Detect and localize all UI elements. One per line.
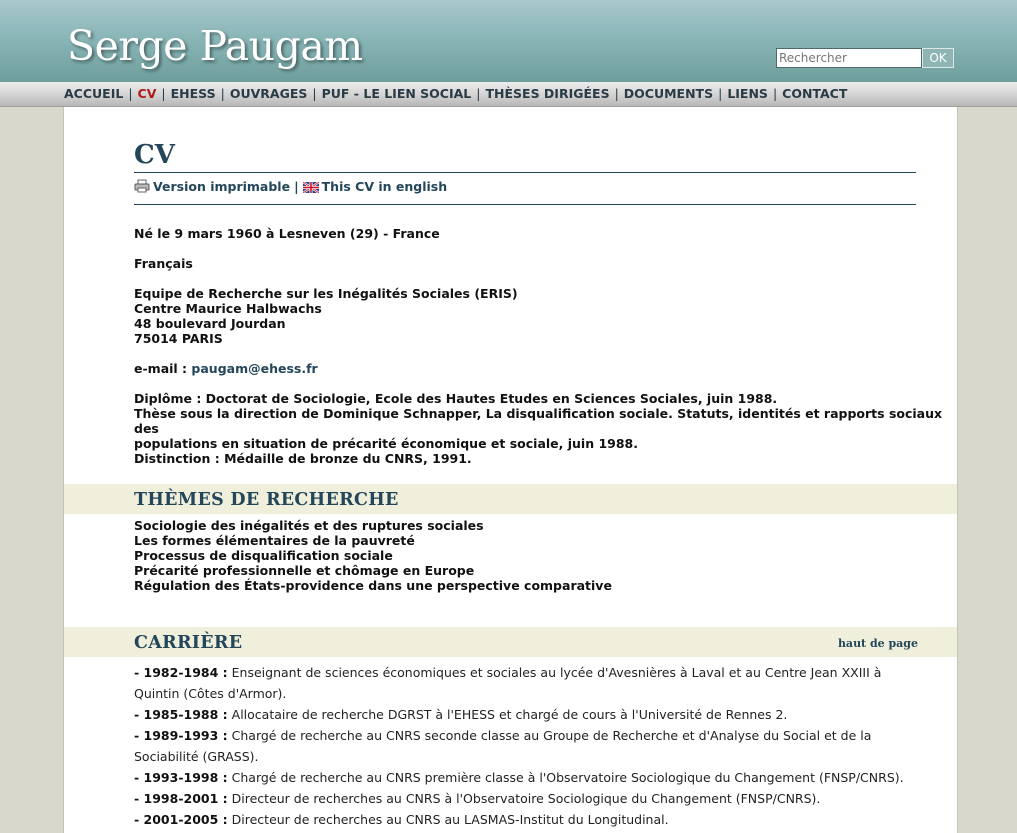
site-title[interactable]: Serge Paugam — [67, 22, 363, 70]
career-years: - 1998-2001 : — [134, 791, 228, 806]
actions-divider — [134, 204, 916, 205]
career-item — [134, 767, 914, 788]
career-item — [134, 725, 914, 767]
career-years: - 1985-1988 : — [134, 707, 228, 722]
career-text: Enseignant de sciences économiques et sociales au lycée d'Avesnières à Laval et au Centre Jean XXIII à Quintin (Côtes d'Armor). — [134, 665, 882, 701]
nav-separator: | — [161, 86, 166, 101]
nav-item-theses[interactable]: THÈSES DIRIGÉES — [485, 86, 610, 101]
career-item — [134, 809, 914, 830]
cv-actions — [134, 179, 447, 196]
title-divider — [134, 172, 916, 173]
search-button[interactable]: OK — [922, 48, 954, 68]
email-link[interactable]: paugam@ehess.fr — [191, 361, 318, 376]
page-title: CV — [134, 140, 175, 170]
career-years: - 2001-2005 : — [134, 812, 228, 827]
career-text: Directeur de recherches au CNRS au LASMAS-Institut du Longitudinal. — [227, 812, 669, 827]
nav-list — [64, 86, 847, 101]
nav-separator: | — [220, 86, 225, 101]
address-line: Centre Maurice Halbwachs — [134, 301, 322, 316]
uk-flag-icon[interactable] — [303, 181, 319, 196]
diploma-block — [134, 391, 957, 466]
themes-header — [64, 484, 957, 514]
main-content — [63, 107, 958, 833]
nav-separator: | — [312, 86, 317, 101]
themes-list — [134, 518, 612, 593]
diploma-line: Thèse sous la direction de Dominique Schnapper, La disqualification sociale. Statuts, identités et rapports sociaux des — [134, 406, 943, 436]
theme-item: Sociologie des inégalités et des ruptures sociales — [134, 518, 484, 533]
theme-item: Précarité professionnelle et chômage en Europe — [134, 563, 475, 578]
printer-icon[interactable] — [134, 179, 150, 196]
career-years: - 1982-1984 : — [134, 665, 228, 680]
nav-separator: | — [476, 86, 481, 101]
back-to-top-link[interactable]: haut de page — [837, 637, 918, 650]
search-input[interactable] — [776, 48, 922, 68]
diploma-line: Distinction : Médaille de bronze du CNRS, 1991. — [134, 451, 472, 466]
email-label: e-mail : — [134, 361, 192, 376]
main-nav — [0, 82, 1017, 107]
nav-item-ouvrages[interactable]: OUVRAGES — [229, 86, 308, 101]
diploma-line: populations en situation de précarité économique et sociale, juin 1988. — [134, 436, 638, 451]
career-years: - 1989-1993 : — [134, 728, 228, 743]
diploma-line: Diplôme : Doctorat de Sociologie, Ecole des Hautes Etudes en Sciences Sociales, juin 1988. — [134, 391, 778, 406]
theme-item: Les formes élémentaires de la pauvreté — [134, 533, 415, 548]
nav-item-contact[interactable]: CONTACT — [782, 86, 848, 101]
nav-item-liens[interactable]: LIENS — [727, 86, 768, 101]
nav-separator: | — [718, 86, 723, 101]
address-line: 48 boulevard Jourdan — [134, 316, 286, 331]
nav-item-documents[interactable]: DOCUMENTS — [623, 86, 714, 101]
career-text: Chargé de recherche au CNRS seconde classe au Groupe de Recherche et d'Analyse du Social et de la Sociabilité (GRASS). — [134, 728, 872, 764]
career-item — [134, 704, 914, 725]
site-header — [0, 0, 1017, 82]
nav-item-puf[interactable]: PUF - LE LIEN SOCIAL — [321, 86, 472, 101]
theme-item: Processus de disqualification sociale — [134, 548, 393, 563]
address-line: 75014 PARIS — [134, 331, 223, 346]
nav-item-cv[interactable]: CV — [137, 86, 157, 101]
career-item — [134, 788, 914, 809]
nav-item-ehess[interactable]: EHESS — [170, 86, 216, 101]
address-block — [134, 286, 518, 346]
nav-item-accueil[interactable]: ACCUEIL — [64, 86, 124, 101]
career-text: Chargé de recherche au CNRS première classe à l'Observatoire Sociologique du Changement (FNSP/CNRS). — [227, 770, 904, 785]
nav-separator: | — [614, 86, 619, 101]
career-text: Allocataire de recherche DGRST à l'EHESS et chargé de cours à l'Université de Rennes 2. — [227, 707, 788, 722]
email-row — [134, 361, 318, 376]
nav-separator: | — [772, 86, 778, 101]
career-header — [64, 627, 957, 657]
birth-info: Né le 9 mars 1960 à Lesneven (29) - France — [134, 226, 440, 241]
nav-separator: | — [128, 86, 133, 101]
career-text: Directeur de recherches au CNRS à l'Observatoire Sociologique du Changement (FNSP/CNRS). — [227, 791, 821, 806]
career-years: - 1993-1998 : — [134, 770, 228, 785]
print-version-link[interactable]: Version imprimable — [153, 179, 291, 194]
theme-item: Régulation des États-providence dans une perspective comparative — [134, 578, 612, 593]
english-cv-link[interactable]: This CV in english — [321, 179, 448, 194]
career-title: CARRIÈRE — [134, 633, 243, 653]
career-list — [134, 662, 914, 830]
link-separator: | — [294, 179, 299, 194]
career-item — [134, 662, 914, 704]
themes-title: THÈMES DE RECHERCHE — [134, 490, 399, 510]
address-line: Equipe de Recherche sur les Inégalités Sociales (ERIS) — [134, 286, 518, 301]
nationality: Français — [134, 256, 193, 271]
